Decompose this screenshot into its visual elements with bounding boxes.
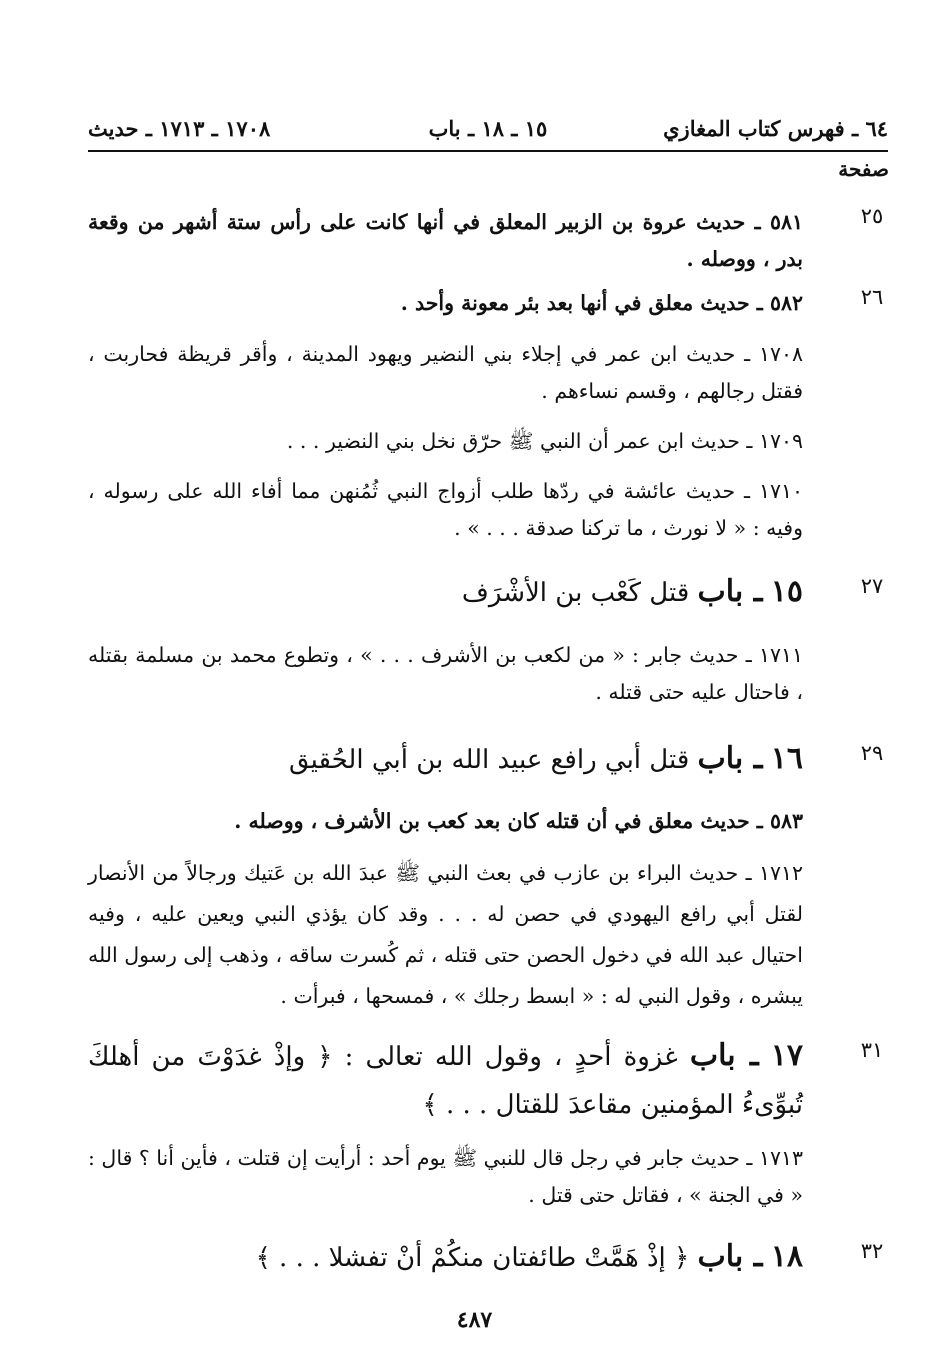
- entry-text: ١٧٠٨ ـ حديث ابن عمر في إجلاء بني النضير ويهود المدينة ، وأقر قريظة فحاربت ، فقتل رجالهم ، وقسم نساءهم .: [88, 342, 803, 403]
- entry-page-number: ٢٩: [860, 741, 884, 765]
- page-number: ٤٨٧: [456, 1307, 493, 1333]
- chapter-heading-text: [88, 568, 803, 617]
- chapter-bab-label: ـ باب: [689, 1038, 759, 1073]
- entry-text: ١٧١٣ ـ حديث جابر في رجل قال للنبي ﷺ يوم أحد : أرأيت إن قتلت ، فأين أنا ؟ قال : « في الجنة » ، فقاتل حتى قتل .: [88, 1146, 803, 1207]
- index-entry: [88, 1140, 888, 1214]
- chapter-heading: [88, 735, 888, 787]
- entry-page-number: ٢٥: [860, 204, 884, 228]
- chapter-heading: [88, 1032, 888, 1128]
- entry-text: ١٧١١ ـ حديث جابر : « من لكعب بن الأشرف . . . » ، وتطوع محمد بن مسلمة بقتله ، فاحتال عليه حتى قتله .: [88, 643, 803, 704]
- entry-page-number: ٣٢: [860, 1239, 884, 1263]
- chapter-title: ﴿ إذْ هَمَّتْ طائفتان منكُمْ أنْ تفشلا . . . ﴾: [255, 1243, 690, 1273]
- header-chapter-range: ١٥ ـ ١٨ ـ باب: [428, 116, 548, 141]
- index-entry: [88, 423, 888, 460]
- chapter-bab-label: ـ باب: [697, 574, 763, 609]
- running-header: [88, 110, 888, 146]
- chapter-number: ١٨: [770, 1239, 803, 1274]
- chapter-bab-label: ـ باب: [697, 1239, 763, 1274]
- entry-text: ٥٨٣ ـ حديث معلق في أن قتله كان بعد كعب بن الأشرف ، ووصله .: [234, 809, 803, 833]
- entry-text: ١٧٠٩ ـ حديث ابن عمر أن النبي ﷺ حرّق نخل بني النضير . . .: [286, 429, 803, 453]
- entry-text: ٥٨١ ـ حديث عروة بن الزبير المعلق في أنها كانت على رأس ستة أشهر من وقعة بدر ، ووصله .: [88, 210, 803, 271]
- page-column-label: صفحة: [838, 157, 889, 181]
- chapter-title: قتل كَعْب بن الأشْرَف: [461, 578, 690, 608]
- chapter-number: ١٦: [770, 741, 803, 776]
- chapter-heading: [88, 1233, 888, 1285]
- chapter-number: ١٥: [770, 574, 803, 609]
- entry-page-number: ٢٧: [860, 574, 884, 598]
- chapter-heading-text: [88, 735, 803, 784]
- entry-text: ٥٨٢ ـ حديث معلق في أنها بعد بئر معونة وأحد .: [400, 291, 803, 315]
- header-hadith-range: ١٧٠٨ ـ ١٧١٣ ـ حديث: [88, 116, 271, 141]
- index-entry: [88, 473, 888, 547]
- chapter-heading-text: [88, 1032, 803, 1129]
- entry-page-number: ٣١: [860, 1038, 884, 1062]
- header-divider: [88, 150, 888, 152]
- chapter-title: غزوة أحدٍ ، وقول الله تعالى : ﴿ وإذْ غدَوْتَ من أهلكَ تُبوِّىءُ المؤمنين مقاعدَ للقتال . . . ﴾: [88, 1042, 803, 1120]
- index-entry: [88, 853, 888, 1013]
- index-entry: [88, 637, 888, 711]
- chapter-number: ١٧: [770, 1038, 803, 1073]
- chapter-heading-text: [88, 1233, 803, 1282]
- index-entry: [88, 204, 888, 278]
- chapter-title: قتل أبي رافع عبيد الله بن أبي الحُقيق: [288, 745, 690, 775]
- index-entry: [88, 803, 888, 840]
- index-entry: [88, 336, 888, 410]
- chapter-heading: [88, 568, 888, 620]
- chapter-bab-label: ـ باب: [697, 741, 763, 776]
- entry-page-number: ٢٦: [860, 285, 884, 309]
- index-entry: [88, 285, 888, 322]
- header-book-title: ٦٤ ـ فهرس كتاب المغازي: [663, 116, 888, 141]
- entry-text: ١٧١٠ ـ حديث عائشة في ردّها طلب أزواج النبي ثُمُنهن مما أفاء الله على رسوله ، وفيه : « لا نورث ، ما تركنا صدقة . . . » .: [88, 479, 803, 540]
- entry-text: ١٧١٢ ـ حديث البراء بن عازب في بعث النبي ﷺ عبدَ الله بن عَتيك ورجالاً من الأنصار لقتل أبي رافع اليهودي في حصن له . . . وقد كان يؤذي النبي ويعين عليه ، وفيه احتيال عبد الله في دخول الحصن حتى قتله ، ثم كُسرت ساقه ، وذهب إلى رسول الله يبشره ، وقول النبي له : « ابسط رجلك » ، فمسحها ، فبرأت .: [88, 861, 803, 1008]
